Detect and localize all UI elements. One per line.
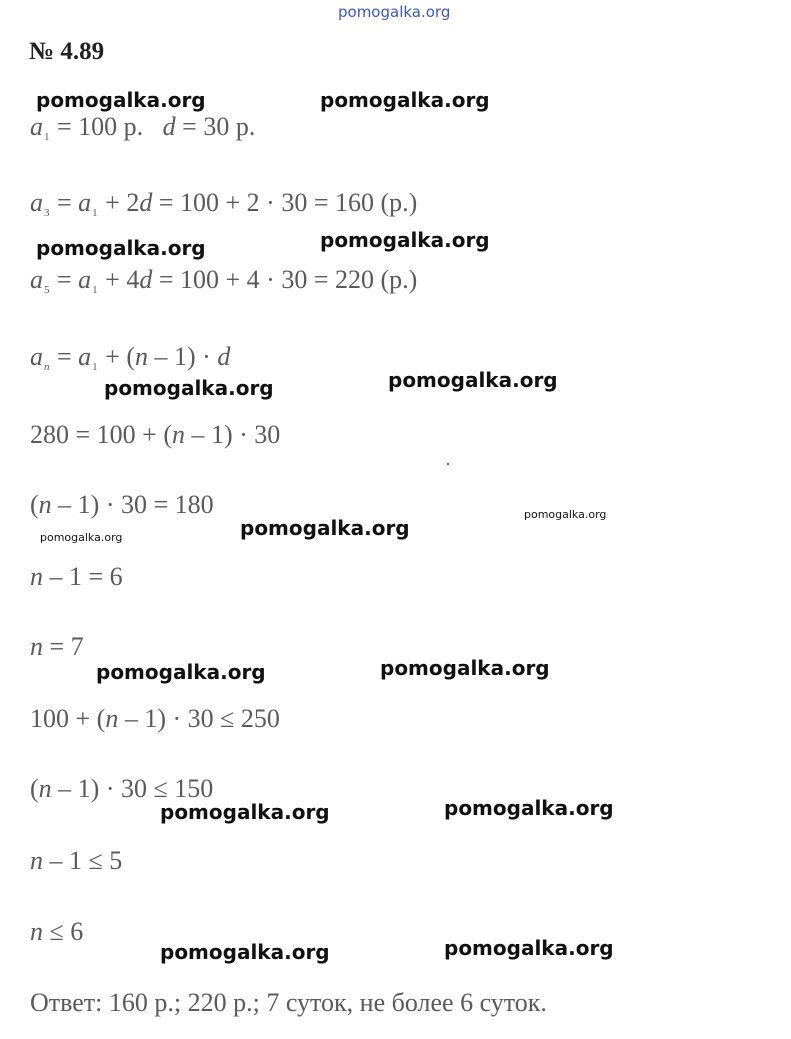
watermark-small: pomogalka.org bbox=[40, 531, 123, 544]
speck bbox=[447, 463, 449, 465]
an-formula-line: $a_n = a_1 + (n - 1) \cdot d$ bbox=[30, 342, 231, 373]
watermark: pomogalka.org bbox=[104, 376, 274, 400]
inequality-250-line: 100 + (n – 1) · 30 ≤ 250 bbox=[30, 704, 280, 733]
watermark: pomogalka.org bbox=[36, 236, 206, 260]
watermark: pomogalka.org bbox=[444, 796, 614, 820]
equation-6-line: n – 1 = 6 bbox=[30, 562, 123, 591]
problem-number: № 4.89 bbox=[29, 38, 105, 65]
a3-line: $a_3 = a_1 + 2d = 100 + 2 \cdot 30 = 160$ (р.) bbox=[30, 188, 418, 219]
equation-7-line: n = 7 bbox=[30, 632, 84, 661]
answer-line: Ответ: 160 р.; 220 р.; 7 суток, не более 6 суток. bbox=[30, 988, 547, 1017]
watermark-top: pomogalka.org bbox=[338, 3, 451, 21]
watermark: pomogalka.org bbox=[320, 88, 490, 112]
watermark: pomogalka.org bbox=[240, 516, 410, 540]
watermark: pomogalka.org bbox=[444, 936, 614, 960]
inequality-5-line: n – 1 ≤ 5 bbox=[30, 846, 123, 875]
watermark: pomogalka.org bbox=[96, 660, 266, 684]
a5-line: $a_5 = a_1 + 4d = 100 + 4 \cdot 30 = 220$ (р.) bbox=[30, 265, 418, 296]
inequality-6-line: n ≤ 6 bbox=[30, 917, 84, 946]
inequality-150-line: (n – 1) · 30 ≤ 150 bbox=[30, 774, 214, 803]
watermark: pomogalka.org bbox=[160, 800, 330, 824]
watermark: pomogalka.org bbox=[160, 940, 330, 964]
watermark-small: pomogalka.org bbox=[524, 508, 607, 521]
watermark: pomogalka.org bbox=[388, 368, 558, 392]
equation-180-line: (n – 1) · 30 = 180 bbox=[30, 490, 214, 519]
watermark: pomogalka.org bbox=[36, 88, 206, 112]
watermark: pomogalka.org bbox=[320, 228, 490, 252]
watermark: pomogalka.org bbox=[380, 656, 550, 680]
given-line: $a_1 = 100$ р. d = 30 р. bbox=[30, 112, 256, 143]
equation-280-line: 280 = 100 + (n – 1) · 30 bbox=[30, 420, 281, 449]
